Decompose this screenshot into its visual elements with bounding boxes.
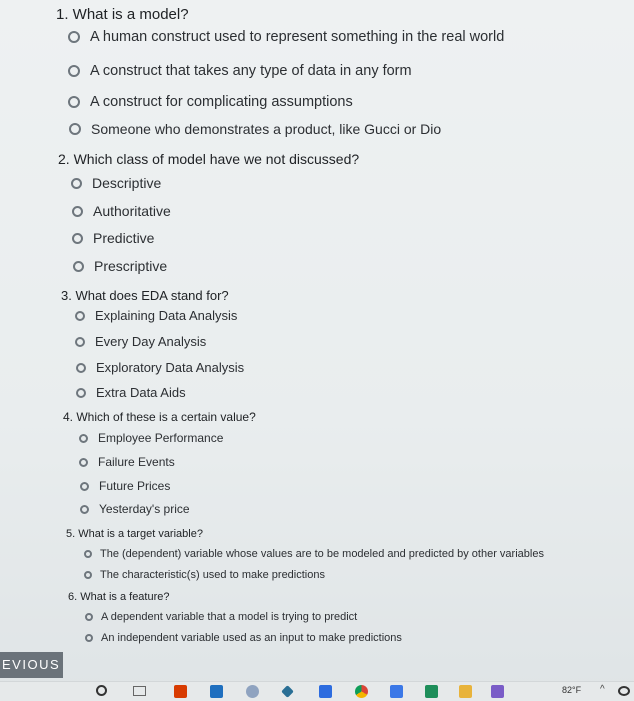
option-label: The (dependent) variable whose values are to be modeled and predicted by other variables — [100, 548, 544, 560]
app-icon[interactable] — [491, 685, 504, 698]
option-label: The characteristic(s) used to make predictions — [100, 569, 325, 581]
radio-button[interactable] — [85, 613, 93, 621]
previous-button[interactable]: EVIOUS — [0, 652, 63, 678]
taskbar — [0, 681, 634, 701]
option-label: Someone who demonstrates a product, like Gucci or Dio — [91, 121, 442, 137]
radio-button[interactable] — [68, 96, 80, 108]
question-5-option-1[interactable] — [84, 548, 544, 560]
radio-button[interactable] — [72, 206, 83, 217]
question-3-option-4[interactable] — [76, 385, 186, 400]
question-6-option-1[interactable] — [85, 611, 357, 623]
question-1-option-4[interactable] — [69, 121, 441, 137]
option-label: Prescriptive — [94, 258, 168, 274]
folder-icon[interactable] — [459, 685, 472, 698]
radio-button[interactable] — [79, 458, 88, 467]
radio-button[interactable] — [68, 31, 80, 43]
app-icon[interactable] — [390, 685, 403, 698]
question-2-option-3[interactable] — [72, 230, 154, 246]
option-label: Authoritative — [93, 203, 171, 219]
radio-button[interactable] — [85, 634, 93, 642]
app-icon[interactable] — [319, 685, 332, 698]
question-5-option-2[interactable] — [84, 569, 325, 581]
radio-button[interactable] — [76, 363, 86, 373]
radio-button[interactable] — [75, 311, 85, 321]
radio-button[interactable] — [75, 337, 85, 347]
option-label: Failure Events — [98, 455, 175, 469]
task-view-icon[interactable] — [133, 686, 146, 696]
question-1-option-2[interactable] — [68, 63, 412, 79]
option-label: Extra Data Aids — [96, 385, 186, 400]
question-4-option-2[interactable] — [79, 455, 175, 469]
radio-button[interactable] — [72, 233, 83, 244]
radio-button[interactable] — [80, 505, 89, 514]
question-3-option-1[interactable] — [75, 308, 237, 323]
app-icon[interactable] — [425, 685, 438, 698]
radio-button[interactable] — [71, 178, 82, 189]
question-3-option-2[interactable] — [75, 334, 206, 349]
question-2-option-1[interactable] — [71, 175, 161, 191]
option-label: Predictive — [93, 230, 155, 246]
question-4-title: 4. Which of these is a certain value? — [63, 410, 256, 424]
question-6-title: 6. What is a feature? — [68, 591, 170, 603]
option-label: A construct for complicating assumptions — [90, 94, 353, 110]
question-3-title: 3. What does EDA stand for? — [61, 288, 229, 303]
option-label: Explaining Data Analysis — [95, 308, 238, 323]
question-2-option-4[interactable] — [73, 258, 167, 274]
question-5-title: 5. What is a target variable? — [66, 528, 203, 540]
option-label: Employee Performance — [98, 431, 224, 445]
radio-button[interactable] — [80, 482, 89, 491]
question-4-option-4[interactable] — [80, 502, 190, 516]
weather-readout[interactable]: 82°F — [562, 685, 582, 695]
app-icon[interactable] — [281, 685, 294, 698]
question-1-option-1[interactable] — [68, 29, 504, 45]
option-label: An independent variable used as an input to make predictions — [101, 632, 402, 644]
question-2-option-2[interactable] — [72, 203, 171, 219]
question-1-title: 1. What is a model? — [56, 6, 189, 23]
option-label: A dependent variable that a model is trying to predict — [101, 611, 358, 623]
question-6-option-2[interactable] — [85, 632, 402, 644]
onedrive-icon[interactable] — [618, 686, 630, 696]
radio-button[interactable] — [76, 388, 86, 398]
question-1-option-3[interactable] — [68, 94, 353, 110]
r-icon[interactable] — [246, 685, 259, 698]
option-label: Future Prices — [99, 479, 171, 493]
option-label: A construct that takes any type of data in any form — [90, 63, 412, 79]
office-icon[interactable] — [174, 685, 187, 698]
radio-button[interactable] — [79, 434, 88, 443]
vscode-icon[interactable] — [210, 685, 223, 698]
question-3-option-3[interactable] — [76, 360, 244, 375]
question-4-option-3[interactable] — [80, 479, 170, 493]
radio-button[interactable] — [84, 571, 92, 579]
question-4-option-1[interactable] — [79, 431, 223, 445]
radio-button[interactable] — [73, 261, 84, 272]
radio-button[interactable] — [69, 123, 81, 135]
option-label: Exploratory Data Analysis — [96, 360, 245, 375]
cortana-icon[interactable] — [96, 685, 107, 696]
question-2-title: 2. Which class of model have we not discussed? — [58, 151, 360, 167]
option-label: Descriptive — [92, 175, 162, 191]
radio-button[interactable] — [84, 550, 92, 558]
option-label: Every Day Analysis — [95, 334, 207, 349]
option-label: A human construct used to represent something in the real world — [90, 29, 505, 45]
chevron-up-icon[interactable]: ^ — [600, 684, 605, 695]
radio-button[interactable] — [68, 65, 80, 77]
option-label: Yesterday's price — [99, 502, 190, 516]
chrome-icon[interactable] — [355, 685, 368, 698]
